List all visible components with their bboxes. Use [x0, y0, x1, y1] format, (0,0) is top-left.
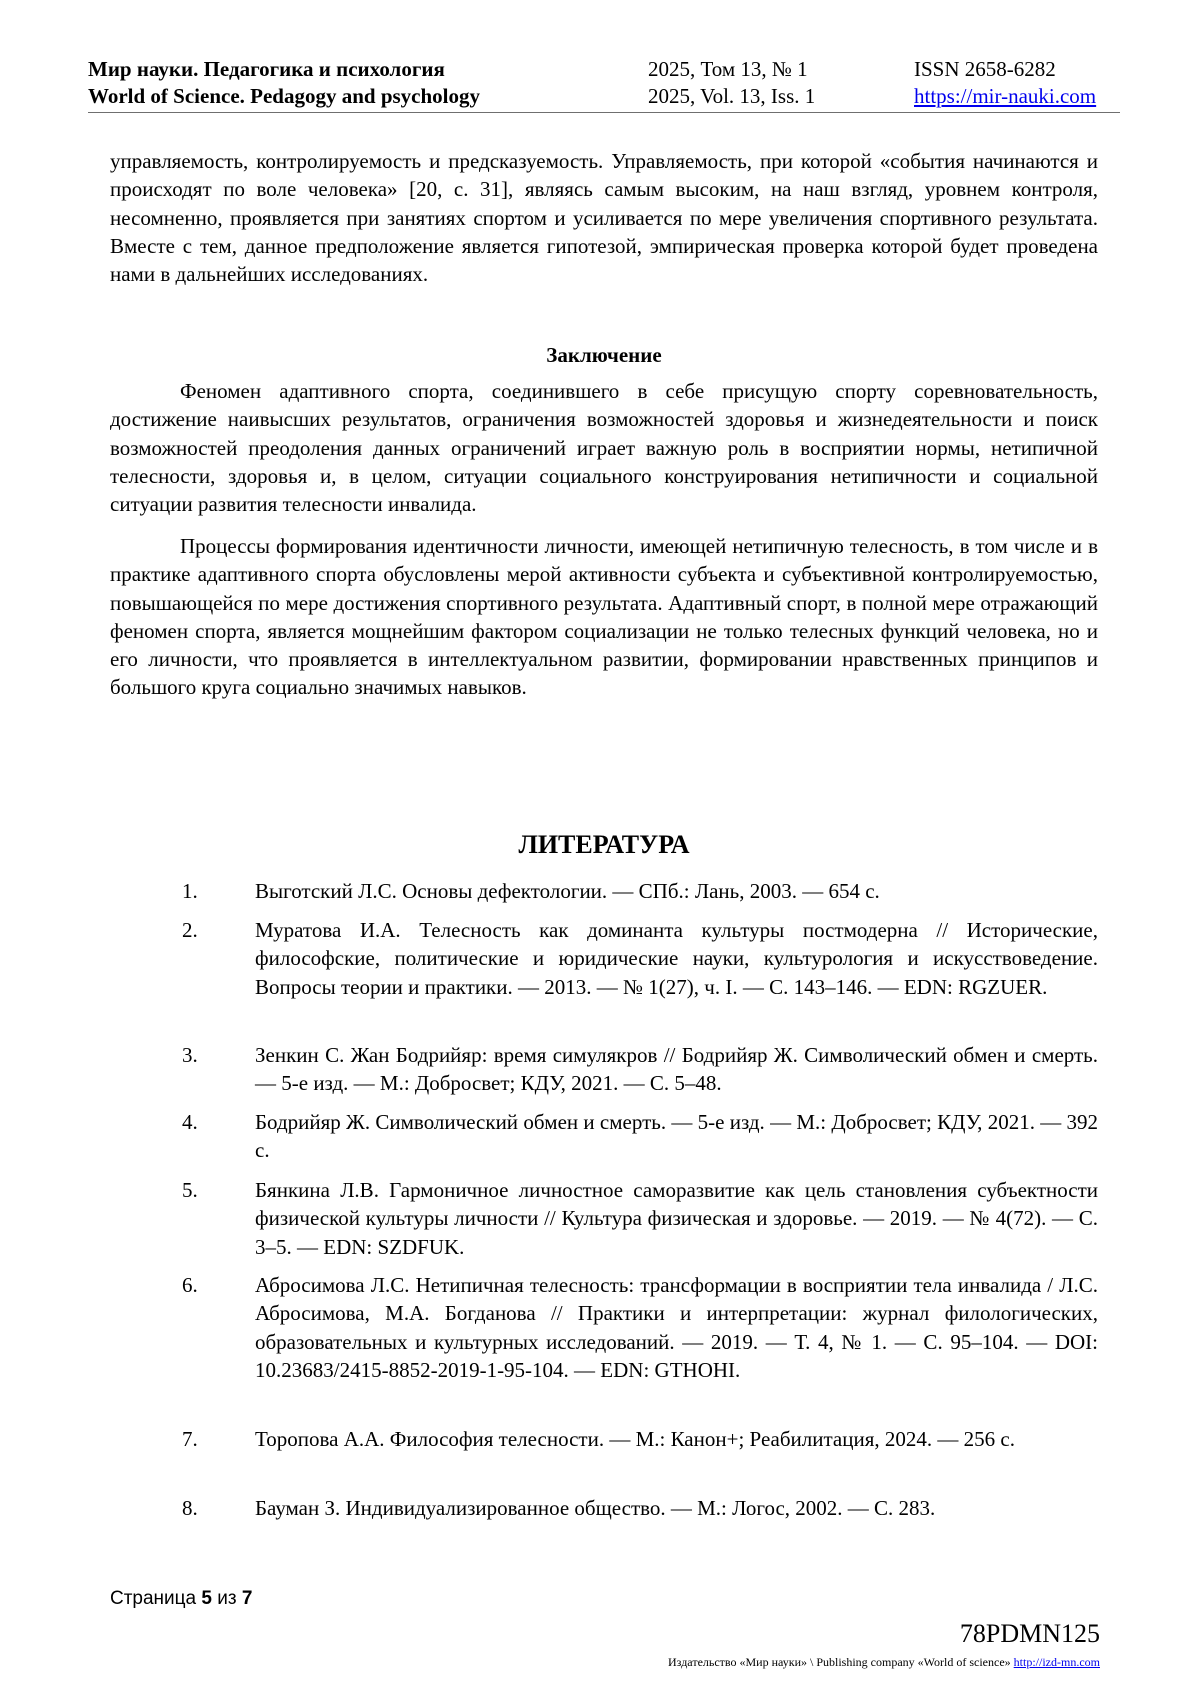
conclusion-paragraph-1: Феномен адаптивного спорта, соединившего в себе присущую спорту соревновательность, достижение наивысших результатов, ограничения возможностей здоровья и жизнедеятельности и поиск возможностей преодоления данных ограничений играет важную роль в восприятии нормы, нетипичной телесности, здоровья и, в целом, ситуации социального конструирования нетипичности и социальной ситуации развития телесности инвалида. [110, 379, 1098, 517]
issn-block [914, 56, 1096, 110]
reference-text: Бянкина Л.В. Гармоничное личностное саморазвитие как цель становления субъектности физической культуры личности // Культура физическая и здоровье. — 2019. — № 4(72). — С. 3–5. — EDN: SZDFUK. [255, 1178, 1098, 1259]
references-heading: ЛИТЕРАТУРА [518, 830, 690, 859]
page-header [88, 56, 1120, 112]
journal-title [88, 56, 480, 110]
reference-number: 5. [182, 1178, 198, 1202]
issue-en: 2025, Vol. 13, Iss. 1 [648, 84, 816, 108]
publisher-text: Издательство «Мир науки» \ Publishing company «World of science» [668, 1655, 1011, 1669]
page-word: Страница [110, 1588, 197, 1609]
conclusion-heading: Заключение [546, 343, 662, 367]
reference-number: 1. [182, 879, 198, 903]
page-total: 7 [241, 1588, 253, 1609]
reference-number: 8. [182, 1496, 198, 1520]
page-of: из [217, 1588, 237, 1609]
reference-text: Абросимова Л.С. Нетипичная телесность: трансформации в восприятии тела инвалида / Л.С. Абросимова, М.А. Богданова // Практики и интерпретации: журнал филологических, образовательных и культурных исследований. — 2019. — Т. 4, № 1. — С. 95–104. — DOI: 10.23683/2415-8852-2019-1-95-104. — EDN: GTHOHI. [255, 1273, 1098, 1382]
intro-paragraph: управляемость, контролируемость и предсказуемость. Управляемость, при которой «события начинаются и происходят по воле человека» [20, с. 31], являясь самым высоким, на наш взгляд, уровнем контроля, несомненно, проявляется при занятиях спортом и усиливается по мере увеличения спортивного результата. Вместе с тем, данное предположение является гипотезой, эмпирическая проверка которой будет проведена нами в дальнейших исследованиях. [110, 149, 1098, 287]
reference-text: Бодрийяр Ж. Символический обмен и смерть. — 5-е изд. — М.: Добросвет; КДУ, 2021. — 392 с. [255, 1110, 1098, 1163]
reference-number: 7. [182, 1427, 198, 1451]
header-divider [88, 112, 1120, 113]
issue-info [648, 56, 815, 110]
reference-text: Выготский Л.С. Основы дефектологии. — СПб.: Лань, 2003. — 654 с. [255, 879, 880, 903]
reference-text: Муратова И.А. Телесность как доминанта культуры постмодерна // Исторические, философские, политические и юридические науки, культурология и искусствоведение. Вопросы теории и практики. — 2013. — № 1(27), ч. I. — С. 143–146. — EDN: RGZUER. [255, 918, 1098, 999]
reference-number: 3. [182, 1043, 198, 1067]
page-counter [110, 1588, 252, 1610]
publisher-url-link[interactable]: http://izd-mn.com [1013, 1655, 1100, 1669]
reference-number: 6. [182, 1273, 198, 1297]
issue-ru: 2025, Том 13, № 1 [648, 57, 808, 81]
journal-title-ru: Мир науки. Педагогика и психология [88, 57, 445, 81]
reference-number: 4. [182, 1110, 198, 1134]
document-code: 78PDMN125 [959, 1619, 1100, 1648]
page-current: 5 [201, 1588, 212, 1609]
issn: ISSN 2658-6282 [914, 57, 1056, 81]
reference-text: Зенкин С. Жан Бодрийяр: время симулякров // Бодрийяр Ж. Символический обмен и смерть. — 5-е изд. — М.: Добросвет; КДУ, 2021. — С. 5–48. [255, 1043, 1098, 1096]
reference-number: 2. [182, 918, 198, 942]
reference-text: Бауман З. Индивидуализированное общество. — М.: Логос, 2002. — С. 283. [255, 1496, 936, 1520]
journal-title-en: World of Science. Pedagogy and psychology [88, 84, 481, 108]
publisher-line [668, 1655, 1100, 1670]
reference-text: Торопова А.А. Философия телесности. — М.: Канон+; Реабилитация, 2024. — 256 с. [255, 1427, 1015, 1451]
journal-url-link[interactable]: https://mir-nauki.com [914, 84, 1097, 108]
conclusion-paragraph-2: Процессы формирования идентичности личности, имеющей нетипичную телесность, в том числе и в практике адаптивного спорта обусловлены мерой активности субъекта и субъективной контролируемостью, повышающейся по мере достижения спортивного результата. Адаптивный спорт, в полной мере отражающий феномен спорта, является мощнейшим фактором социализации не только телесных функций человека, но и его личности, что проявляется в интеллектуальном развитии, формировании нравственных принципов и большого круга социально значимых навыков. [110, 534, 1098, 700]
